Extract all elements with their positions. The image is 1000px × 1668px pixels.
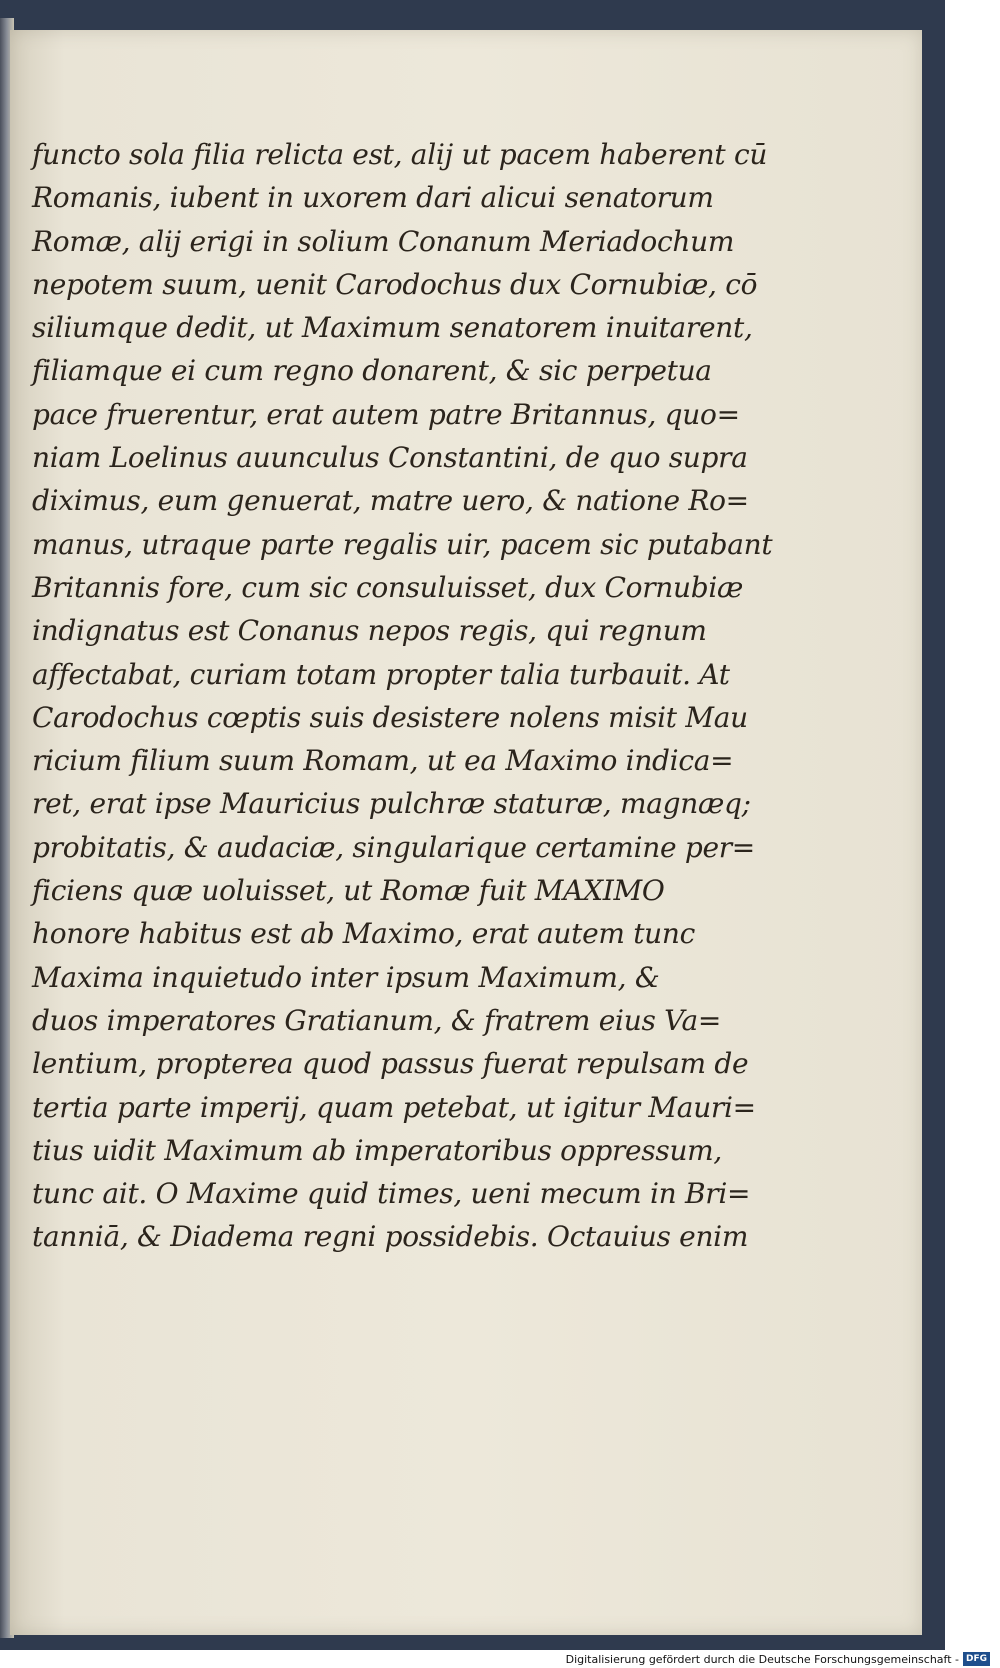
text-line: Carodochus cœptis suis desistere nolens misit Mau bbox=[32, 700, 748, 734]
text-line: affectabat, curiam totam propter talia turbauit. At bbox=[32, 657, 730, 691]
text-line: nepotem suum, uenit Carodochus dux Cornubiæ, cō bbox=[32, 267, 758, 301]
text-line: lentium, propterea quod passus fuerat repulsam de bbox=[32, 1047, 749, 1081]
text-line: Britannis fore, cum sic consuluisset, dux Cornubiæ bbox=[32, 570, 744, 604]
text-line: Maxima inquietudo inter ipsum Maximum, & bbox=[32, 960, 660, 994]
text-line: siliumque dedit, ut Maximum senatorem inuitarent, bbox=[32, 311, 753, 345]
text-line: ret, erat ipse Mauricius pulchræ staturæ, magnæq; bbox=[32, 787, 751, 821]
text-line: honore habitus est ab Maximo, erat autem tunc bbox=[32, 917, 696, 951]
text-line: tius uidit Maximum ab imperatoribus oppressum, bbox=[32, 1133, 723, 1167]
funding-credit bbox=[566, 1651, 990, 1667]
text-line: pace fruerentur, erat autem patre Britannus, quo= bbox=[32, 397, 740, 431]
text-line: manus, utraque parte regalis uir, pacem sic putabant bbox=[32, 527, 773, 561]
text-line: niam Loelinus auunculus Constantini, de quo supra bbox=[32, 441, 748, 475]
text-line: ficiens quæ uoluisset, ut Romæ fuit MAXIMO bbox=[32, 874, 665, 908]
text-line: filiamque ei cum regno donarent, & sic perpetua bbox=[32, 354, 712, 388]
text-line: Romæ, alij erigi in solium Conanum Meriadochum bbox=[32, 224, 735, 258]
text-line: duos imperatores Gratianum, & fratrem eius Va= bbox=[32, 1003, 722, 1037]
text-line: Romanis, iubent in uxorem dari alicui senatorum bbox=[32, 181, 714, 215]
text-line: diximus, eum genuerat, matre uero, & natione Ro= bbox=[32, 484, 749, 518]
page-text-block bbox=[32, 133, 912, 1259]
dfg-logo: DFG bbox=[963, 1652, 990, 1666]
text-line: tunc ait. O Maxime quid times, ueni mecum in Bri= bbox=[32, 1177, 751, 1211]
funding-credit-text: Digitalisierung gefördert durch die Deutsche Forschungsgemeinschaft - bbox=[565, 1652, 959, 1666]
text-line: ricium filium suum Romam, ut ea Maximo indica= bbox=[32, 744, 734, 778]
text-line: tertia parte imperij, quam petebat, ut igitur Mauri= bbox=[32, 1090, 756, 1124]
text-line: probitatis, & audaciæ, singularique certamine per= bbox=[32, 830, 755, 864]
text-line: indignatus est Conanus nepos regis, qui regnum bbox=[32, 614, 707, 648]
book-page bbox=[10, 30, 922, 1635]
text-line: functo sola filia relicta est, alij ut pacem haberent cū bbox=[32, 138, 768, 171]
text-line: tanniā, & Diadema regni possidebis. Octauius enim bbox=[32, 1220, 749, 1254]
